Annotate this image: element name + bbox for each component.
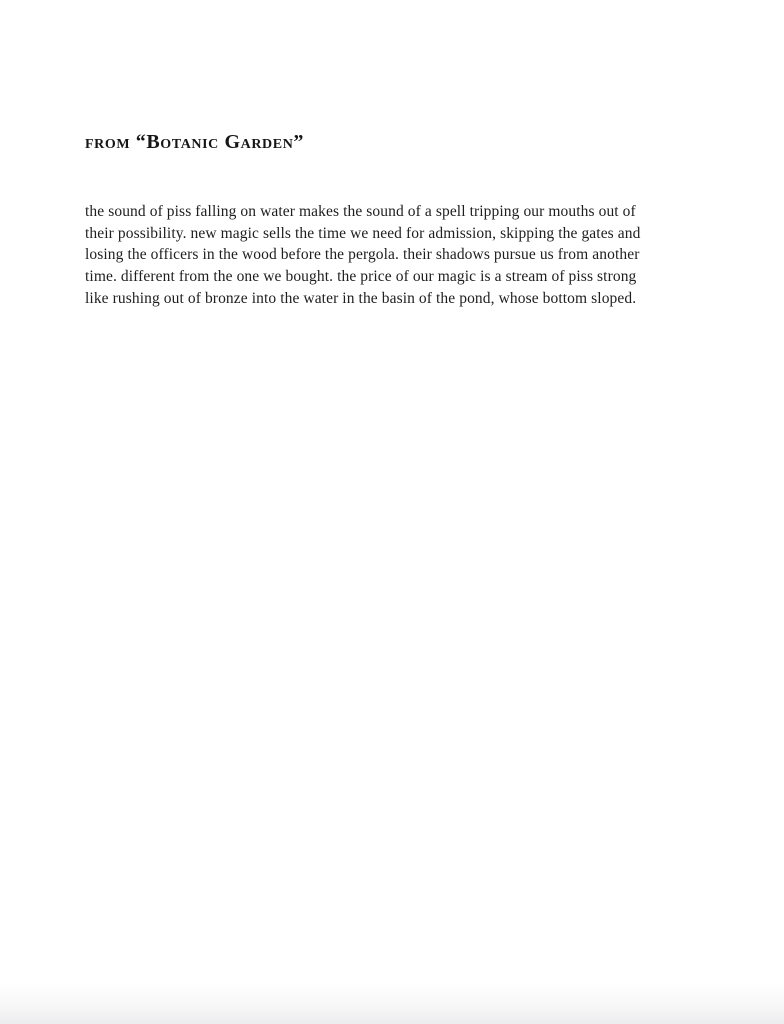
poem-line: like rushing out of bronze into the water in the basin of the pond, whose bottom sloped. xyxy=(85,289,637,307)
poem-line: time. different from the one we bought. the price of our magic is a stream of piss strong xyxy=(85,268,637,286)
poem-line: their possibility. new magic sells the time we need for admission, skipping the gates and xyxy=(85,224,641,242)
page-title: from “Botanic Garden” xyxy=(85,131,305,154)
poem-paragraph xyxy=(85,201,640,310)
page-edge-shadow xyxy=(0,982,784,1024)
poem-line: the sound of piss falling on water makes the sound of a spell tripping our mouths out of xyxy=(85,203,636,220)
poem-line: losing the officers in the wood before the pergola. their shadows pursue us from another xyxy=(85,246,640,264)
